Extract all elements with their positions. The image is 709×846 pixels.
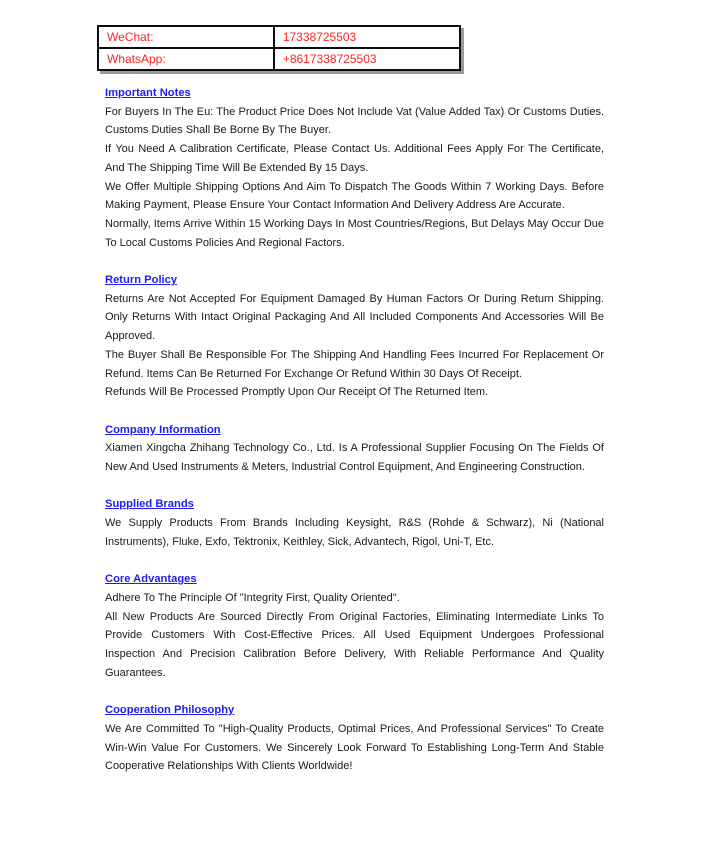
section-heading: Cooperation Philosophy [105, 704, 235, 717]
whatsapp-number: +8617338725503 [274, 48, 460, 70]
paragraph: All New Products Are Sourced Directly From Original Factories, Eliminating Intermediate Links To Provide Customers With Cost-Effective Prices. All Used Equipment Undergoes Professional Inspection And Precision Calibration Before Delivery, With Reliable Performance And Quality Guarantees. [105, 610, 604, 679]
paragraph: Refunds Will Be Processed Promptly Upon Our Receipt Of The Returned Item. [105, 386, 489, 399]
section-heading: Return Policy [105, 274, 178, 287]
paragraph: We Offer Multiple Shipping Options And Aim To Dispatch The Goods Within 7 Working Days. Before Making Payment, Please Ensure Your Contact Information And Delivery Address Are Accurate. [105, 180, 604, 212]
section-heading: Important Notes [105, 87, 191, 99]
contact-row-wechat [98, 26, 460, 48]
document-body [105, 84, 604, 776]
paragraph: For Buyers In The Eu: The Product Price Does Not Include Vat (Value Added Tax) Or Customs Duties. Customs Duties Shall Be Borne By The Buyer. [105, 105, 604, 137]
paragraph: If You Need A Calibration Certificate, Please Contact Us. Additional Fees Apply For The Certificate, And The Shipping Time Will Be Extended By 15 Days. [105, 143, 604, 174]
paragraph: Xiamen Xingcha Zhihang Technology Co., Ltd. Is A Professional Supplier Focusing On The Fields Of New And Used Instruments & Meters, Industrial Control Equipment, And Engineering Construction. [105, 442, 604, 474]
wechat-number: 17338725503 [274, 26, 460, 48]
section-heading: Company Information [105, 423, 221, 436]
wechat-label: WeChat: [98, 26, 274, 48]
paragraph: Normally, Items Arrive Within 15 Working Days In Most Countries/Regions, But Delays May Occur Due To Local Customs Policies And Regional Factors. [105, 217, 604, 249]
section-return-policy [105, 271, 604, 402]
paragraph: Returns Are Not Accepted For Equipment Damaged By Human Factors Or During Return Shipping. Only Returns With Intact Original Packaging And All Included Components And Accessories Will Be Approved. [105, 292, 604, 343]
section-heading: Supplied Brands [105, 498, 194, 511]
contact-table [97, 25, 461, 71]
section-core-advantages [105, 570, 604, 682]
section-cooperation-philosophy [105, 701, 604, 776]
section-important-notes [105, 84, 604, 252]
whatsapp-label: WhatsApp: [98, 48, 274, 70]
paragraph: We Supply Products From Brands Including Keysight, R&S (Rohde & Schwarz), Ni (National Instruments), Fluke, Exfo, Tektronix, Keithley, Sick, Advantech, Rigol, Uni-T, Etc. [105, 517, 604, 548]
contact-row-whatsapp [98, 48, 460, 70]
section-supplied-brands [105, 495, 604, 551]
section-company-information [105, 421, 604, 477]
paragraph: Adhere To The Principle Of "Integrity First, Quality Oriented". [105, 591, 400, 604]
section-heading: Core Advantages [105, 573, 197, 586]
paragraph: We Are Committed To "High-Quality Products, Optimal Prices, And Professional Services" To Create Win-Win Value For Customers. We Sincerely Look Forward To Establishing Long-Term And Stable Cooperative Relationships With Clients Worldwide! [105, 722, 604, 773]
paragraph: The Buyer Shall Be Responsible For The Shipping And Handling Fees Incurred For Replacement Or Refund. Items Can Be Returned For Exchange Or Refund Within 30 Days Of Receipt. [105, 348, 604, 380]
